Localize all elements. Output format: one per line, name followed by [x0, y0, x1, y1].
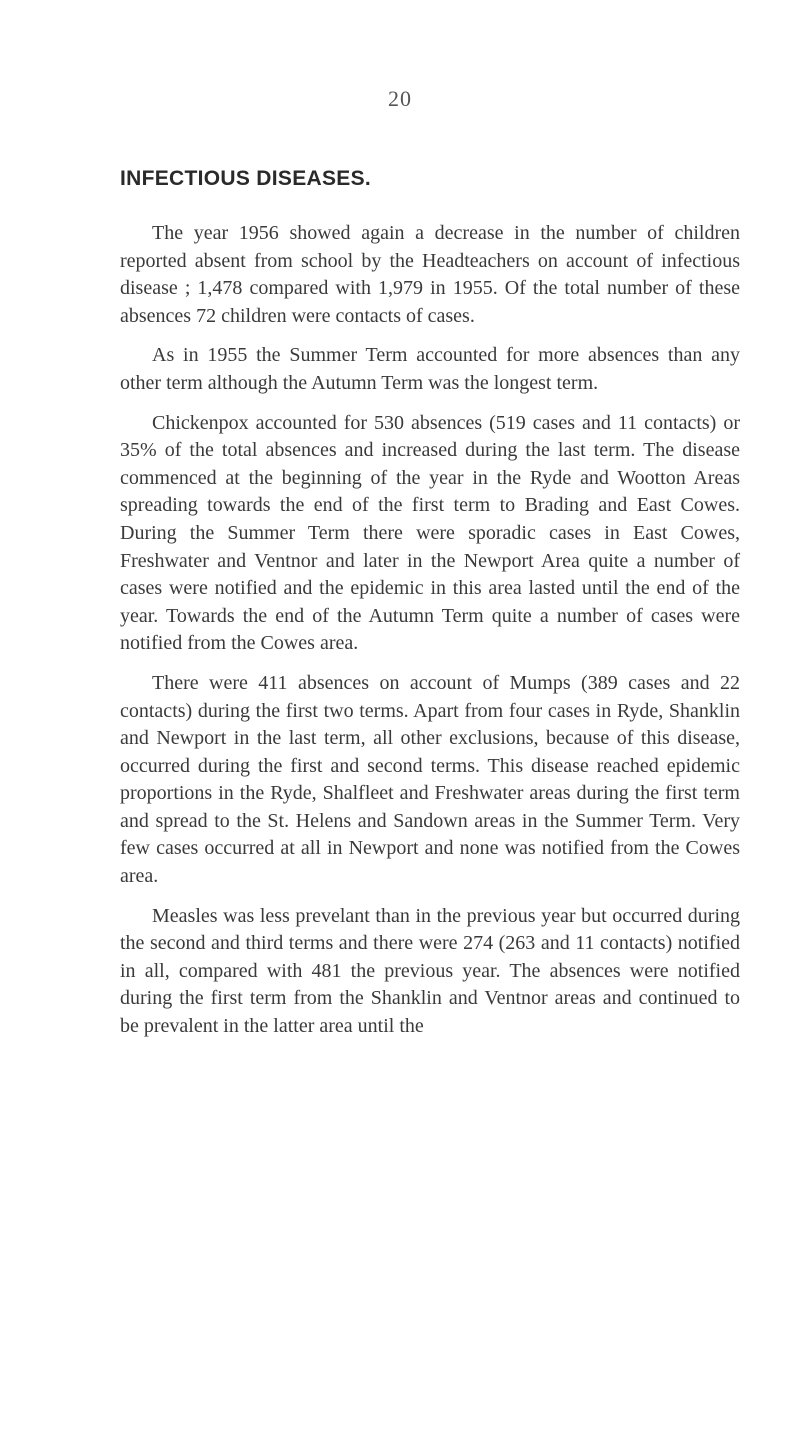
paragraph-summer-term: As in 1955 the Summer Term accounted for more absences than any other term although the Autumn Term was the longest term.	[120, 344, 740, 394]
page-number: 20	[388, 86, 412, 111]
body-text	[120, 220, 740, 1053]
paragraph-mumps: There were 411 absences on account of Mumps (389 cases and 22 contacts) during the first two terms. Apart from four cases in Ryde, Shanklin and Newport in the last term, all other exclusions, because of this disease, occurred during the first and second terms. This disease reached epidemic proportions in the Ryde, Shalfleet and Freshwater areas during the first term and spread to the St. Helens and Sandown areas in the Summer Term. Very few cases occurred at all in Newport and none was notified from the Cowes area.	[120, 671, 740, 888]
section-title: INFECTIOUS DISEASES.	[120, 167, 372, 190]
paragraph-absences-summary: The year 1956 showed again a decrease in the number of children reported absent from school by the Headteachers on account of infectious disease ; 1,478 compared with 1,979 in 1955. Of the total number of these absences 72 children were contacts of cases.	[120, 222, 740, 327]
paragraph-chickenpox: Chickenpox accounted for 530 absences (519 cases and 11 contacts) or 35% of the total absences and increased during the last term. The disease commenced at the beginning of the year in the Ryde and Wootton Areas spreading towards the end of the first term to Brading and East Cowes. During the Summer Term there were sporadic cases in East Cowes, Freshwater and Ventnor and later in the Newport Area quite a number of cases were notified and the epidemic in this area lasted until the end of the year. Towards the end of the Autumn Term quite a number of cases were notified from the Cowes area.	[120, 411, 740, 655]
paragraph-measles: Measles was less prevelant than in the previous year but occurred during the second and third terms and there were 274 (263 and 11 contacts) notified in all, compared with 481 the previous year. The absences were notified during the first term from the Shanklin and Ventnor areas and continued to be prevalent in the latter area until the	[120, 904, 740, 1038]
